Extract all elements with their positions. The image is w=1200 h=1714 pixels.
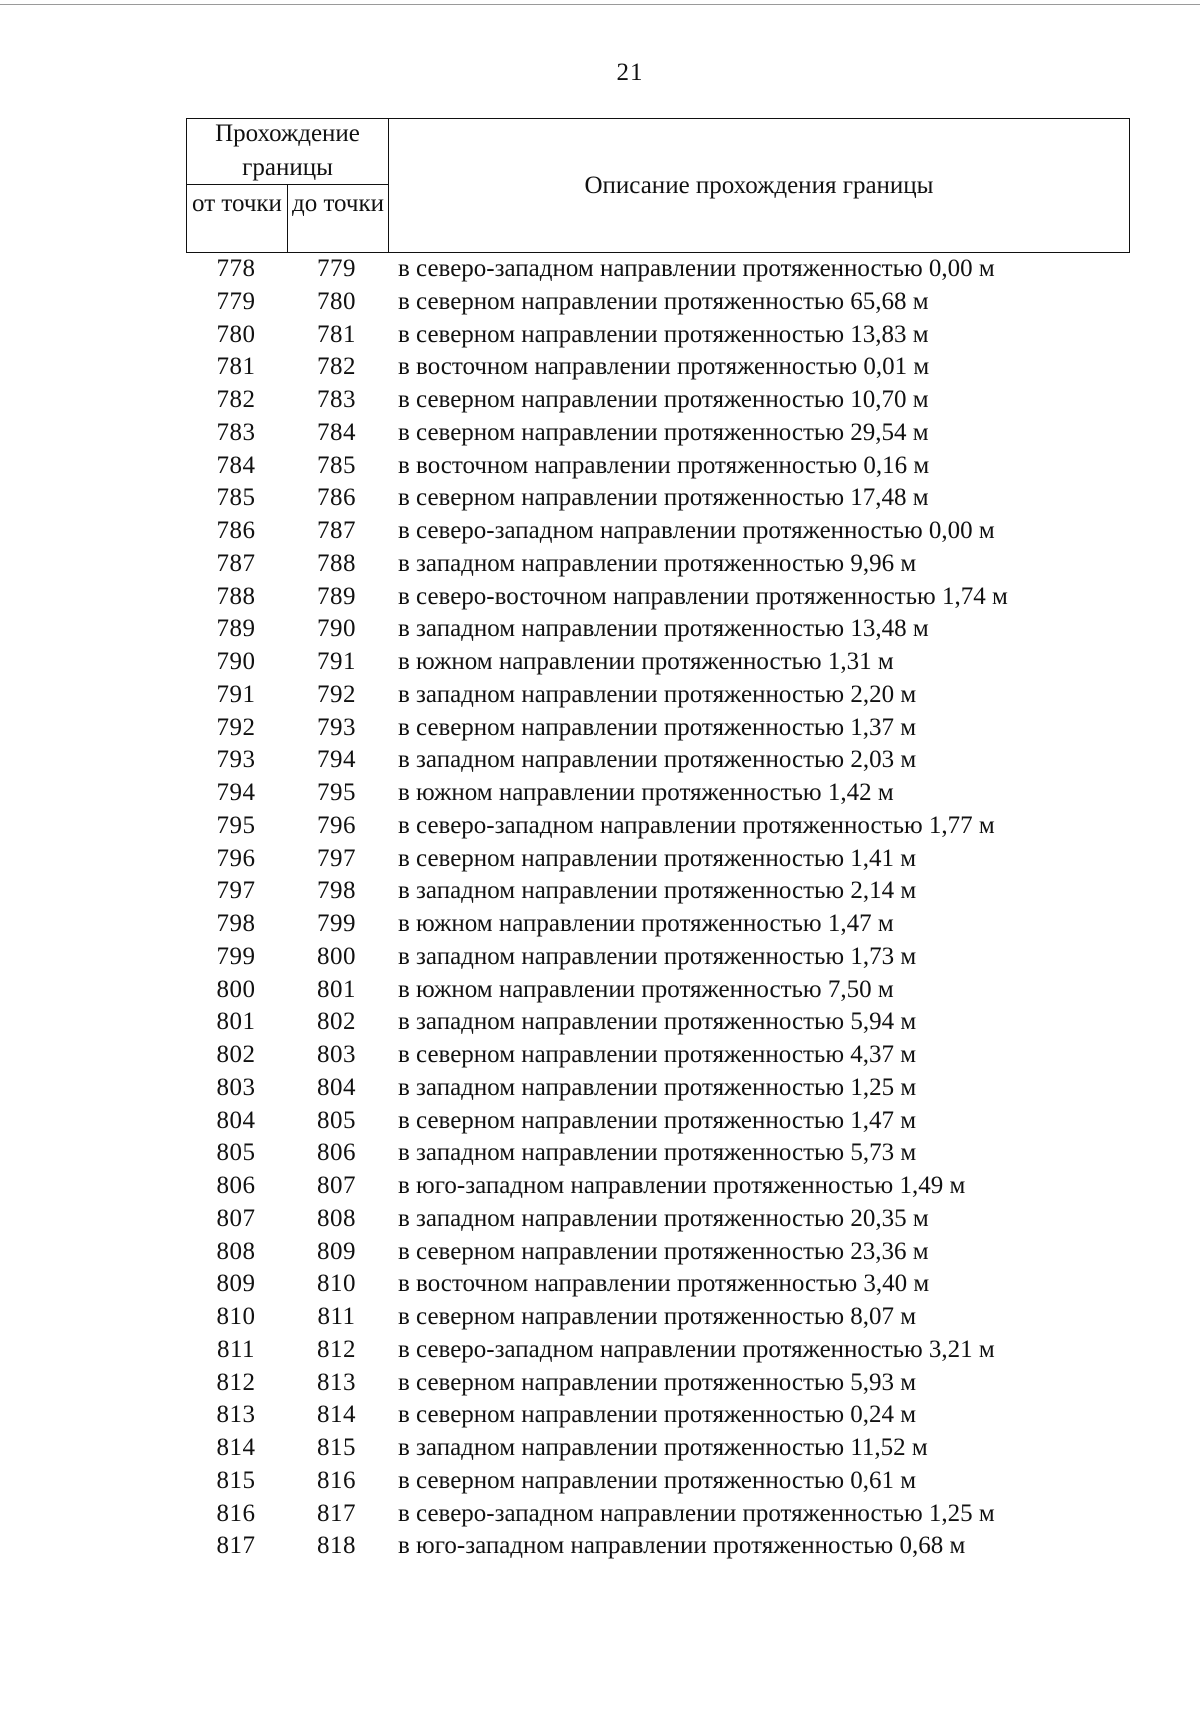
cell-to-point: 805 xyxy=(317,1106,356,1134)
header-description-label: Описание прохождения границы xyxy=(584,172,934,199)
cell-to-point: 800 xyxy=(317,942,356,970)
cell-to-point: 802 xyxy=(317,1008,356,1036)
cell-from-point: 789 xyxy=(216,615,256,643)
cell-to-point: 792 xyxy=(317,680,356,708)
cell-to-point: 804 xyxy=(317,1073,356,1101)
cell-from-point: 817 xyxy=(216,1532,256,1560)
table-row xyxy=(186,384,1130,417)
cell-to-point: 798 xyxy=(317,877,356,905)
table-row xyxy=(186,515,1130,548)
cell-from-point: 813 xyxy=(216,1401,256,1429)
cell-to-point: 815 xyxy=(317,1434,356,1461)
table-row xyxy=(186,1432,1130,1465)
cell-from-point: 811 xyxy=(216,1335,256,1363)
table-row xyxy=(186,712,1130,745)
table-row xyxy=(186,253,1130,286)
table-row xyxy=(186,351,1130,384)
cell-description: в западном направлении протяженностью 11,52 м xyxy=(398,1434,928,1461)
cell-description: в северном направлении протяженностью 1,37 м xyxy=(398,713,917,741)
table-row xyxy=(186,613,1130,646)
cell-description: в западном направлении протяженностью 9,96 м xyxy=(398,549,917,577)
table-row xyxy=(186,1039,1130,1072)
header-from-label: от точки xyxy=(192,190,282,217)
cell-to-point: 796 xyxy=(317,811,356,839)
cell-to-point: 801 xyxy=(317,975,356,1003)
cell-to-point: 799 xyxy=(317,910,356,937)
table-header xyxy=(186,118,1130,253)
cell-description: в западном направлении протяженностью 1,25 м xyxy=(398,1073,917,1101)
cell-description: в северном направлении протяженностью 8,07 м xyxy=(398,1303,917,1330)
cell-description: в южном направлении протяженностью 7,50 м xyxy=(398,975,894,1003)
cell-to-point: 806 xyxy=(317,1139,356,1167)
cell-to-point: 783 xyxy=(317,386,356,413)
cell-from-point: 801 xyxy=(216,1008,256,1036)
cell-to-point: 786 xyxy=(317,484,356,512)
cell-from-point: 779 xyxy=(216,287,256,315)
table-row xyxy=(186,1399,1130,1432)
cell-description: в северо-восточном направлении протяженностью 1,74 м xyxy=(398,582,1008,610)
cell-from-point: 798 xyxy=(216,910,256,937)
cell-from-point: 787 xyxy=(216,549,256,577)
table-row xyxy=(186,1236,1130,1269)
cell-from-point: 804 xyxy=(216,1106,256,1134)
cell-from-point: 788 xyxy=(216,582,256,610)
page-top-edge xyxy=(0,4,1200,5)
cell-from-point: 803 xyxy=(216,1073,256,1101)
cell-from-point: 784 xyxy=(216,451,256,479)
cell-to-point: 807 xyxy=(317,1172,356,1199)
cell-to-point: 782 xyxy=(317,353,356,381)
cell-from-point: 800 xyxy=(216,975,256,1003)
cell-description: в северном направлении протяженностью 0,61 м xyxy=(398,1466,917,1494)
cell-from-point: 795 xyxy=(216,811,256,839)
table-row xyxy=(186,974,1130,1007)
cell-from-point: 808 xyxy=(216,1237,256,1265)
cell-to-point: 812 xyxy=(317,1335,356,1363)
cell-from-point: 782 xyxy=(216,386,256,413)
cell-description: в северо-западном направлении протяженностью 1,77 м xyxy=(398,811,995,839)
cell-description: в западном направлении протяженностью 2,20 м xyxy=(398,680,917,708)
table-row xyxy=(186,450,1130,483)
cell-description: в северном направлении протяженностью 13,83 м xyxy=(398,320,929,348)
table-row xyxy=(186,548,1130,581)
cell-to-point: 813 xyxy=(317,1368,356,1396)
cell-from-point: 807 xyxy=(216,1204,256,1232)
table-row xyxy=(186,1137,1130,1170)
cell-from-point: 778 xyxy=(216,255,256,282)
cell-from-point: 785 xyxy=(216,484,256,512)
cell-from-point: 793 xyxy=(216,746,256,774)
cell-from-point: 780 xyxy=(216,320,256,348)
cell-from-point: 792 xyxy=(216,713,256,741)
cell-to-point: 795 xyxy=(317,779,356,806)
cell-from-point: 790 xyxy=(216,648,256,675)
table-row xyxy=(186,1203,1130,1236)
cell-from-point: 806 xyxy=(216,1172,256,1199)
cell-from-point: 805 xyxy=(216,1139,256,1167)
table-row xyxy=(186,875,1130,908)
cell-to-point: 794 xyxy=(317,746,356,774)
cell-description: в южном направлении протяженностью 1,31 м xyxy=(398,648,894,675)
cell-from-point: 816 xyxy=(216,1499,256,1527)
cell-description: в северном направлении протяженностью 1,41 м xyxy=(398,844,917,872)
cell-from-point: 809 xyxy=(216,1270,256,1298)
cell-from-point: 786 xyxy=(216,517,256,544)
cell-to-point: 817 xyxy=(317,1499,356,1527)
table-row xyxy=(186,319,1130,352)
cell-to-point: 791 xyxy=(317,648,356,675)
table-row xyxy=(186,286,1130,319)
cell-from-point: 810 xyxy=(216,1303,256,1330)
cell-to-point: 809 xyxy=(317,1237,356,1265)
cell-to-point: 784 xyxy=(317,418,356,446)
cell-to-point: 797 xyxy=(317,844,356,872)
cell-description: в северном направлении протяженностью 5,93 м xyxy=(398,1368,917,1396)
cell-description: в северо-западном направлении протяженностью 0,00 м xyxy=(398,517,995,544)
table-row xyxy=(186,1105,1130,1138)
table-row xyxy=(186,1367,1130,1400)
cell-to-point: 779 xyxy=(317,255,356,282)
cell-to-point: 790 xyxy=(317,615,356,643)
cell-description: в восточном направлении протяженностью 0,16 м xyxy=(398,451,930,479)
cell-to-point: 781 xyxy=(317,320,356,348)
table-row xyxy=(186,908,1130,941)
cell-to-point: 808 xyxy=(317,1204,356,1232)
cell-from-point: 783 xyxy=(216,418,256,446)
cell-description: в северном направлении протяженностью 4,37 м xyxy=(398,1041,917,1068)
cell-description: в восточном направлении протяженностью 0,01 м xyxy=(398,353,930,381)
cell-to-point: 780 xyxy=(317,287,356,315)
cell-from-point: 814 xyxy=(216,1434,256,1461)
cell-description: в северном направлении протяженностью 10,70 м xyxy=(398,386,929,413)
cell-description: в юго-западном направлении протяженностью 1,49 м xyxy=(398,1172,966,1199)
cell-description: в западном направлении протяженностью 1,73 м xyxy=(398,942,917,970)
cell-description: в восточном направлении протяженностью 3,40 м xyxy=(398,1270,930,1298)
cell-description: в северном направлении протяженностью 29,54 м xyxy=(398,418,929,446)
cell-description: в северном направлении протяженностью 0,24 м xyxy=(398,1401,917,1429)
cell-to-point: 787 xyxy=(317,517,356,544)
cell-description: в северо-западном направлении протяженностью 3,21 м xyxy=(398,1335,995,1363)
cell-from-point: 815 xyxy=(216,1466,256,1494)
table-row xyxy=(186,1530,1130,1563)
cell-description: в северном направлении протяженностью 23,36 м xyxy=(398,1237,929,1265)
header-group-label: Прохождение границы xyxy=(215,120,360,181)
cell-to-point: 816 xyxy=(317,1466,356,1494)
cell-from-point: 797 xyxy=(216,877,256,905)
cell-description: в северо-западном направлении протяженностью 0,00 м xyxy=(398,255,995,282)
cell-description: в западном направлении протяженностью 13,48 м xyxy=(398,615,929,643)
cell-description: в западном направлении протяженностью 20,35 м xyxy=(398,1204,929,1232)
cell-from-point: 796 xyxy=(216,844,256,872)
cell-description: в южном направлении протяженностью 1,47 м xyxy=(398,910,894,937)
table-row xyxy=(186,1268,1130,1301)
cell-to-point: 788 xyxy=(317,549,356,577)
table-row xyxy=(186,1072,1130,1105)
table-row xyxy=(186,646,1130,679)
table-row xyxy=(186,1334,1130,1367)
cell-description: в западном направлении протяженностью 5,73 м xyxy=(398,1139,917,1167)
table-row xyxy=(186,417,1130,450)
cell-to-point: 810 xyxy=(317,1270,356,1298)
cell-description: в северном направлении протяженностью 17,48 м xyxy=(398,484,929,512)
table-row xyxy=(186,679,1130,712)
cell-description: в южном направлении протяженностью 1,42 м xyxy=(398,779,894,806)
cell-description: в западном направлении протяженностью 2,03 м xyxy=(398,746,917,774)
table-body xyxy=(186,253,1130,1563)
table-row xyxy=(186,581,1130,614)
table-row xyxy=(186,941,1130,974)
cell-to-point: 803 xyxy=(317,1041,356,1068)
table-row xyxy=(186,482,1130,515)
page-number-container xyxy=(0,58,1200,88)
table-row xyxy=(186,1301,1130,1334)
cell-to-point: 785 xyxy=(317,451,356,479)
cell-description: в северном направлении протяженностью 65,68 м xyxy=(398,287,929,315)
cell-to-point: 793 xyxy=(317,713,356,741)
cell-description: в юго-западном направлении протяженностью 0,68 м xyxy=(398,1532,966,1560)
cell-to-point: 811 xyxy=(317,1303,356,1330)
cell-description: в западном направлении протяженностью 2,14 м xyxy=(398,877,917,905)
table-row xyxy=(186,1465,1130,1498)
cell-description: в северном направлении протяженностью 1,47 м xyxy=(398,1106,917,1134)
cell-from-point: 781 xyxy=(216,353,256,381)
page-number: 21 xyxy=(616,59,644,86)
table-row xyxy=(186,744,1130,777)
cell-from-point: 802 xyxy=(216,1041,256,1068)
table-row xyxy=(186,1006,1130,1039)
header-to-label: до точки xyxy=(291,190,385,217)
cell-from-point: 812 xyxy=(216,1368,256,1396)
table-row xyxy=(186,810,1130,843)
table-row xyxy=(186,1498,1130,1531)
cell-to-point: 814 xyxy=(317,1401,356,1429)
cell-to-point: 818 xyxy=(317,1532,356,1560)
cell-to-point: 789 xyxy=(317,582,356,610)
cell-description: в западном направлении протяженностью 5,94 м xyxy=(398,1008,917,1036)
table-row xyxy=(186,843,1130,876)
cell-from-point: 799 xyxy=(216,942,256,970)
table-row xyxy=(186,1170,1130,1203)
table-row xyxy=(186,777,1130,810)
cell-from-point: 794 xyxy=(216,779,256,806)
cell-description: в северо-западном направлении протяженностью 1,25 м xyxy=(398,1499,995,1527)
cell-from-point: 791 xyxy=(216,680,256,708)
